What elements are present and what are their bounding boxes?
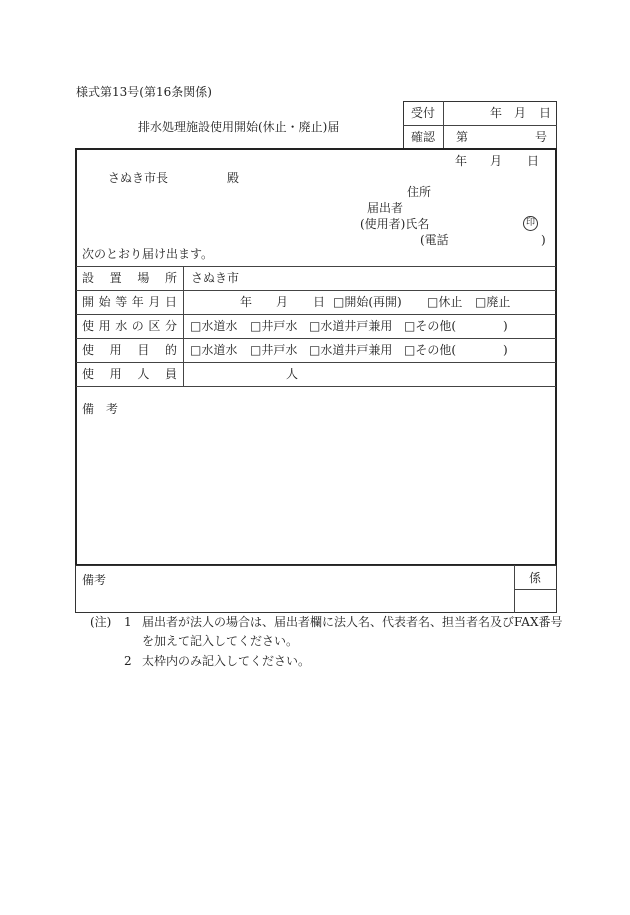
start-year: 年 (240, 295, 253, 309)
address-label: 住所 (407, 185, 432, 199)
label-char: 使 (82, 343, 95, 357)
checkbox-purpose-tap-water[interactable]: □水道水 (190, 343, 238, 357)
label-char: 使 (82, 319, 95, 333)
office-remarks-label: 備考 (82, 573, 107, 587)
name-label: (使用者)氏名 (360, 217, 430, 231)
addressee: さぬき市長 (108, 171, 169, 185)
label-char: 月 (148, 295, 161, 309)
table-rule (403, 125, 557, 126)
table-rule (76, 290, 556, 291)
notes-prefix: (注) (90, 615, 112, 629)
label-char: 日 (164, 295, 177, 309)
checkbox-start[interactable]: □開始(再開) (333, 295, 402, 309)
start-date-label (82, 295, 177, 309)
confirm-label: 確認 (411, 130, 436, 144)
label-char: 員 (164, 367, 177, 381)
label-char: 用 (98, 319, 111, 333)
table-rule (183, 266, 184, 386)
honorific: 殿 (227, 171, 240, 185)
label-char: の (131, 319, 144, 333)
checkbox-purpose-combined[interactable]: □水道井戸兼用 (309, 343, 393, 357)
received-label: 受付 (411, 106, 436, 120)
note-1-continued: を加えて記入してください。 (142, 634, 299, 648)
table-rule (514, 589, 557, 590)
label-char: 用 (109, 343, 122, 357)
label-char: 年 (131, 295, 144, 309)
label-char: 区 (148, 319, 161, 333)
checkbox-other[interactable]: □その他( (404, 319, 457, 333)
checkbox-suspend[interactable]: □休止 (427, 295, 463, 309)
date-day: 日 (527, 154, 540, 168)
label-char: 場 (137, 271, 150, 285)
remarks-label: 備 考 (82, 402, 119, 416)
users-label (82, 367, 177, 381)
table-rule (76, 266, 556, 267)
phone-label: (電話 (420, 233, 449, 247)
label-char: 始 (98, 295, 111, 309)
note-2-number: 2 (124, 654, 132, 668)
checkbox-abolish[interactable]: □廃止 (475, 295, 511, 309)
label-char: 的 (164, 343, 177, 357)
checkbox-purpose-other[interactable]: □その他( (404, 343, 457, 357)
received-day: 日 (539, 106, 552, 120)
applicant-label: 届出者 (367, 201, 404, 215)
date-month: 月 (490, 154, 503, 168)
table-rule (443, 101, 444, 149)
form-number: 様式第13号(第16条関係) (76, 85, 212, 99)
label-char: 使 (82, 367, 95, 381)
form-title: 排水処理施設使用開始(休止・廃止)届 (138, 120, 340, 134)
number-prefix: 第 (456, 130, 469, 144)
phone-close: ) (541, 233, 546, 247)
other-close: ) (503, 319, 508, 333)
label-char: 設 (82, 271, 95, 285)
table-rule (76, 338, 556, 339)
water-type-label (82, 319, 177, 333)
users-unit: 人 (286, 367, 299, 381)
note-2-text: 太枠内のみ記入してください。 (142, 654, 311, 668)
label-char: 水 (115, 319, 128, 333)
label-char: 人 (137, 367, 150, 381)
table-rule (76, 362, 556, 363)
office-remarks-box (75, 565, 557, 613)
label-char: 置 (109, 271, 122, 285)
label-char: 所 (164, 271, 177, 285)
date-year: 年 (455, 154, 468, 168)
start-day: 日 (313, 295, 326, 309)
label-char: 開 (82, 295, 95, 309)
location-label (82, 271, 177, 285)
main-frame (75, 148, 557, 566)
start-month: 月 (276, 295, 289, 309)
checkbox-purpose-well-water[interactable]: □井戸水 (250, 343, 298, 357)
seal-icon: 印 (523, 216, 538, 231)
number-suffix: 号 (535, 130, 548, 144)
table-rule (76, 314, 556, 315)
label-char: 分 (164, 319, 177, 333)
received-month: 月 (514, 106, 527, 120)
label-char: 目 (137, 343, 150, 357)
table-rule (76, 386, 556, 387)
received-year: 年 (490, 106, 503, 120)
checkbox-tap-water[interactable]: □水道水 (190, 319, 238, 333)
note-1-text: 届出者が法人の場合は、届出者欄に法人名、代表者名、担当者名及びFAX番号 (142, 615, 563, 629)
checkbox-well-water[interactable]: □井戸水 (250, 319, 298, 333)
label-char: 等 (115, 295, 128, 309)
purpose-other-close: ) (503, 343, 508, 357)
checkbox-combined[interactable]: □水道井戸兼用 (309, 319, 393, 333)
label-char: 用 (109, 367, 122, 381)
staff-label: 係 (529, 571, 542, 585)
intro-text: 次のとおり届け出ます。 (82, 247, 214, 261)
note-1-number: 1 (124, 615, 132, 629)
purpose-label (82, 343, 177, 357)
location-value[interactable]: さぬき市 (191, 271, 240, 285)
